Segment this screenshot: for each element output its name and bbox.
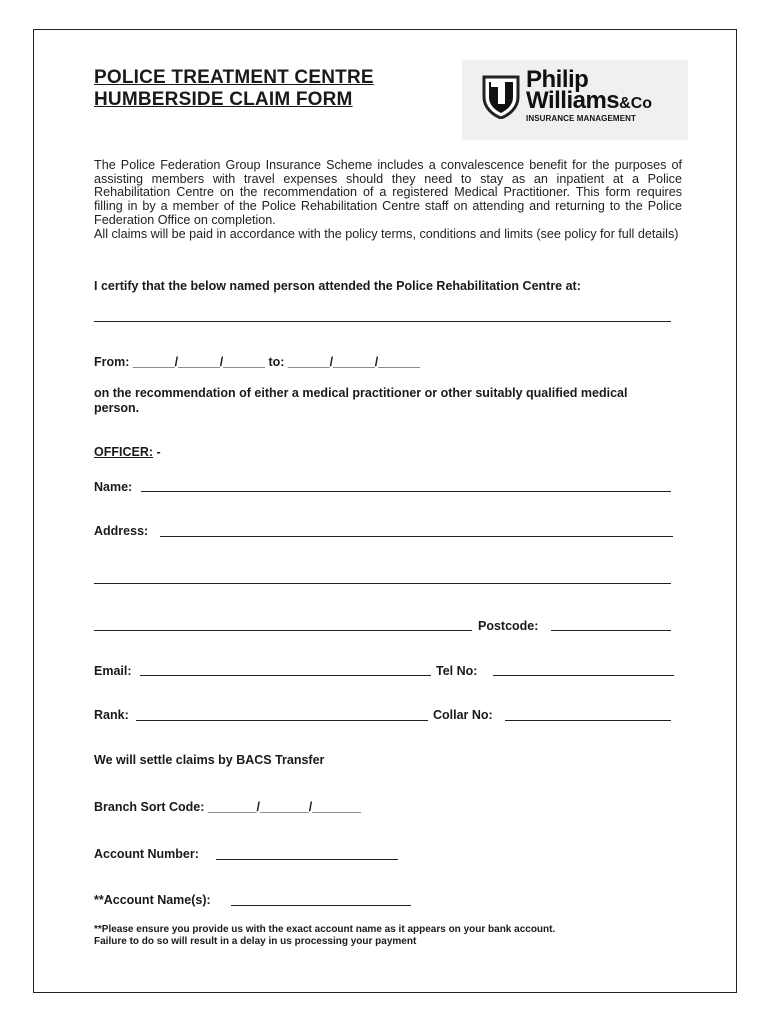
intro-text xyxy=(94,159,682,241)
officer-heading: OFFICER: - xyxy=(94,445,161,459)
account-number-label: Account Number: xyxy=(94,847,199,861)
centre-location-field[interactable] xyxy=(94,321,671,322)
logo-tagline: INSURANCE MANAGEMENT xyxy=(526,114,636,123)
address-label: Address: xyxy=(94,524,149,538)
logo-text-philip: Philip xyxy=(526,66,589,93)
address-field-line3[interactable] xyxy=(94,630,472,631)
rank-label: Rank: xyxy=(94,708,129,722)
recommendation-text-line2: person. xyxy=(94,401,140,415)
form-title-line2: HUMBERSIDE CLAIM FORM xyxy=(94,89,353,110)
company-logo xyxy=(462,60,688,140)
email-label: Email: xyxy=(94,664,132,678)
account-name-field[interactable] xyxy=(231,905,411,906)
intro-paragraph-1: The Police Federation Group Insurance Scheme includes a convalescence benefit for the purposes of assisting members with travel expenses should they need to stay as an inpatient at a Police Rehabilitation Centre on the recommendation of a registered Medical Practitioner. This form requires filling in by a member of the Police Rehabilitation Centre staff on attending and returning to the Police Federation Office on completion. xyxy=(94,158,682,227)
name-field[interactable] xyxy=(141,491,671,492)
account-number-field[interactable] xyxy=(216,859,398,860)
date-range-field[interactable]: From: ______/______/______ to: ______/______/______ xyxy=(94,355,420,369)
intro-paragraph-2: All claims will be paid in accordance with the policy terms, conditions and limits (see policy for full details) xyxy=(94,226,679,241)
telno-field[interactable] xyxy=(493,675,674,676)
postcode-field[interactable] xyxy=(551,630,671,631)
name-label: Name: xyxy=(94,480,133,494)
collar-no-label: Collar No: xyxy=(433,708,493,722)
email-field[interactable] xyxy=(140,675,431,676)
footnote-line1: **Please ensure you provide us with the exact account name as it appears on your bank account. xyxy=(94,924,556,935)
logo-text-williams: Williams&Co xyxy=(526,87,653,114)
collar-no-field[interactable] xyxy=(505,720,671,721)
form-title-line1: POLICE TREATMENT CENTRE xyxy=(94,67,374,88)
shield-icon xyxy=(482,75,520,119)
account-name-label: **Account Name(s): xyxy=(94,893,211,907)
rank-field[interactable] xyxy=(136,720,428,721)
recommendation-text-line1: on the recommendation of either a medical practitioner or other suitably qualified medical xyxy=(94,386,628,400)
postcode-label: Postcode: xyxy=(478,619,539,633)
sort-code-field[interactable]: Branch Sort Code: _______/_______/_______ xyxy=(94,800,361,814)
bacs-statement: We will settle claims by BACS Transfer xyxy=(94,753,325,767)
claim-form-page xyxy=(33,29,737,993)
footnote-line2: Failure to do so will result in a delay in us processing your payment xyxy=(94,936,417,947)
certify-statement: I certify that the below named person attended the Police Rehabilitation Centre at: xyxy=(94,279,581,293)
address-field-line2[interactable] xyxy=(94,583,671,584)
address-field-line1[interactable] xyxy=(160,536,673,537)
telno-label: Tel No: xyxy=(436,664,478,678)
